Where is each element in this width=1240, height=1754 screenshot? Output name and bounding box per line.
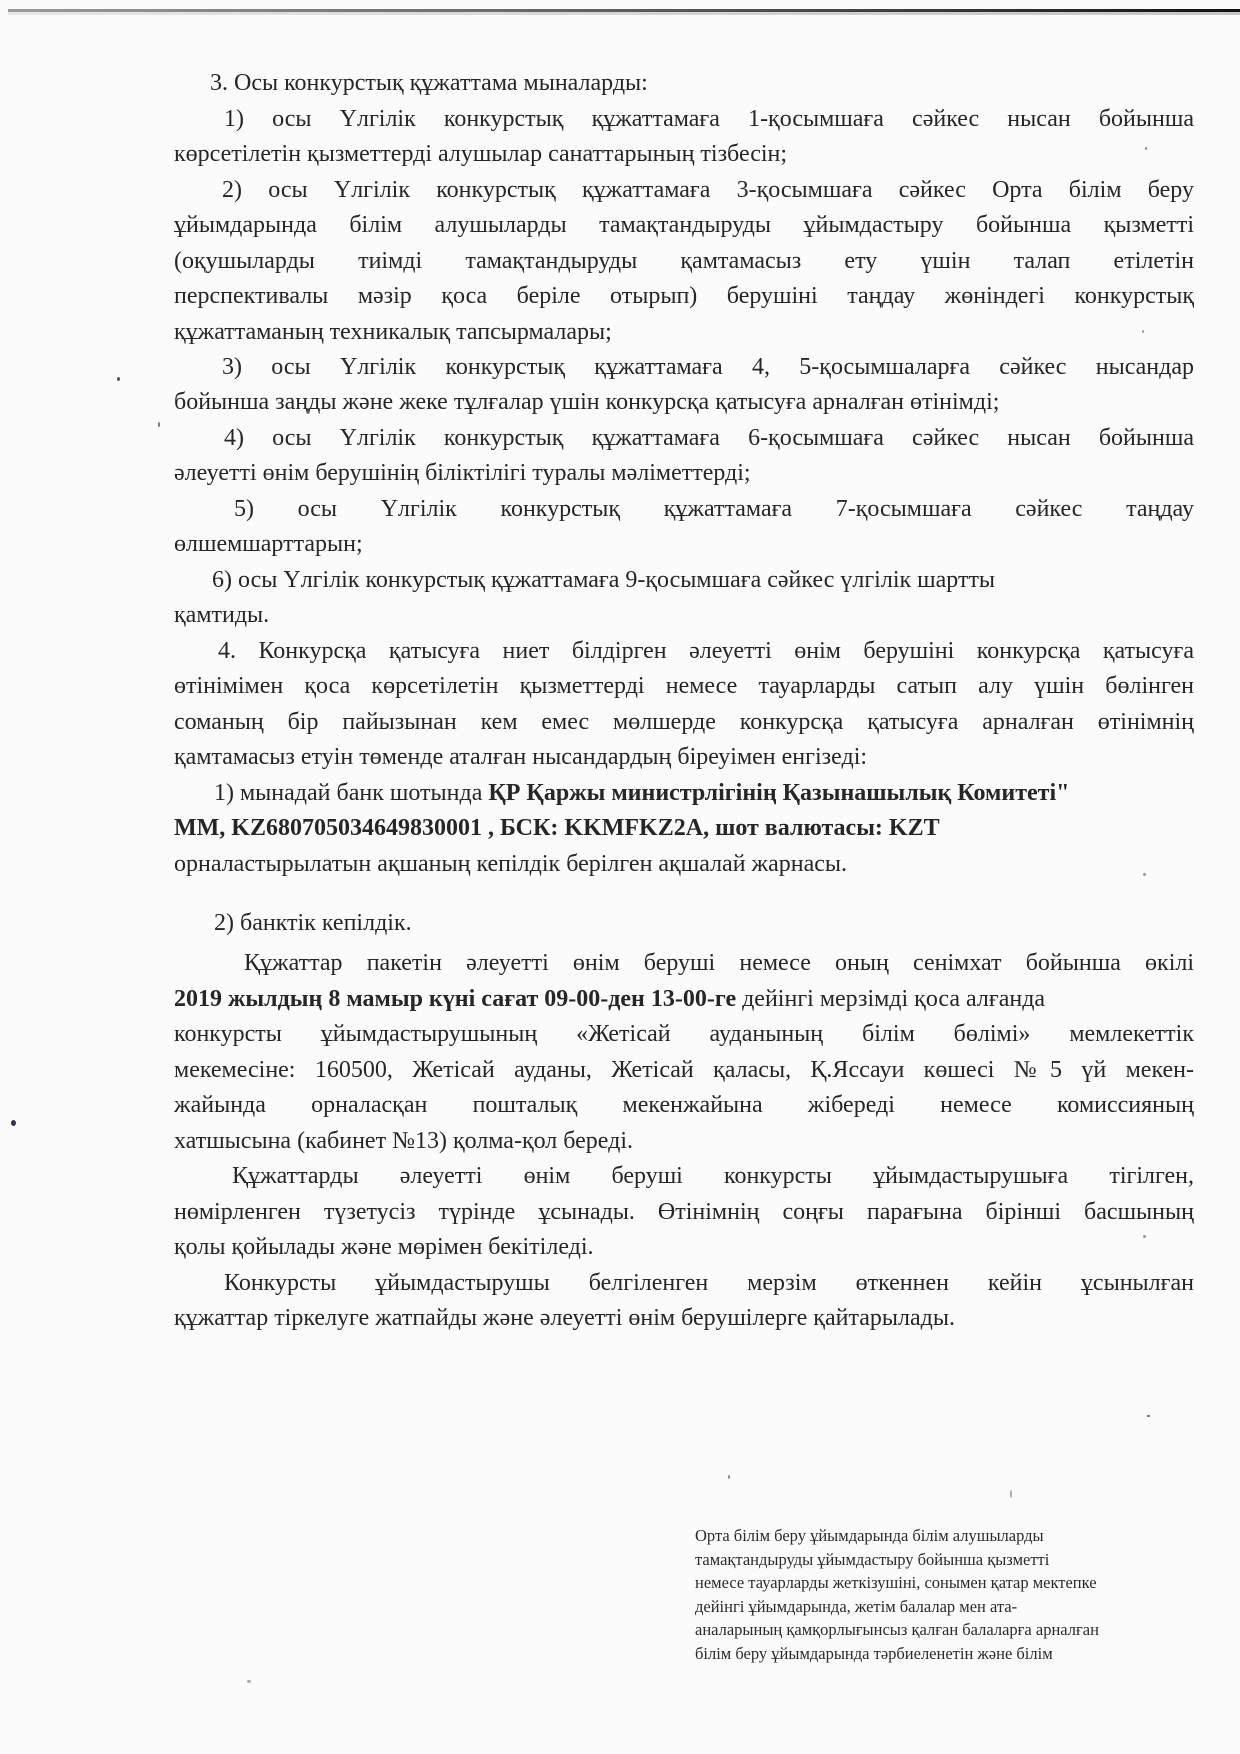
appendix-caption-line5: аналарының қамқорлығынсыз қалған балаларға арналған xyxy=(695,1620,1099,1639)
late-line2: құжаттар тіркелуге жатпайды және әлеуетті өнім берушілерге қайтарылады. xyxy=(174,1305,955,1331)
section3-heading: 3. Осы конкурстық құжаттама мыналарды: xyxy=(210,70,648,96)
delivery-line2-rest: дейінгі мерзімді қоса алғанда xyxy=(736,986,1046,1012)
option1-bank-name: ҚР Қаржы министрлігінің Қазынашылық Комитеті" xyxy=(488,780,1070,806)
binding-line2: нөмірленген түзетусіз түрінде ұсынады. Өтінімнің соңғы парағына бірінші басшының xyxy=(174,1199,1194,1225)
delivery-line2 xyxy=(174,984,1045,1014)
section3-item2-line3: (оқушыларды тиімді тамақтандыруды қамтамасыз ету үшін талап етілетін xyxy=(174,248,1194,274)
section4-line2: өтінімімен қоса көрсетілетін қызметтерді немесе тауарларды сатып алу үшін бөлінген xyxy=(174,673,1194,699)
binding-line3: қолы қойылады және мөрімен бекітіледі. xyxy=(174,1234,594,1260)
delivery-line4: мекемесіне: 160500, Жетісай ауданы, Жетісай қаласы, Қ.Яссауи көшесі №5 үй мекен- xyxy=(174,1057,1194,1083)
section4-line4: қамтамасыз етуін төменде аталған нысандардың біреуімен енгізеді: xyxy=(174,744,868,770)
section3-item2-line4: перспективалы мәзір қоса беріле отырып) берушіні таңдау жөніндегі конкурстық xyxy=(174,283,1194,309)
section3-item1-line1: 1) осы Үлгілік конкурстық құжаттамаға 1-қосымшаға сәйкес нысан бойынша xyxy=(224,106,1194,132)
section3-item5-line2: өлшемшарттарын; xyxy=(174,531,363,557)
delivery-deadline: 2019 жылдың 8 мамыр күні сағат 09-00-ден 13-00-ге xyxy=(174,986,737,1012)
section3-item3-line1: 3) осы Үлгілік конкурстық құжаттамаға 4, 5-қосымшаларға сәйкес нысандар xyxy=(222,354,1194,380)
appendix-caption-line1: Орта білім беру ұйымдарында білім алушыларды xyxy=(695,1526,1044,1545)
section3-item6-line1: 6) осы Үлгілік конкурстық құжаттамаға 9-қосымшаға сәйкес үлгілік шартты xyxy=(212,567,996,593)
section3-item2-line2: ұйымдарында білім алушыларды тамақтандыруды ұйымдастыру бойынша қызметті xyxy=(174,212,1194,238)
scan-speck xyxy=(1147,1415,1150,1417)
delivery-line3: конкурсты ұйымдастырушының «Жетісай ауданының білім бөлімі» мемлекеттік xyxy=(174,1021,1194,1047)
scan-top-edge-shadow xyxy=(8,12,1240,15)
appendix-caption-line6: білім беру ұйымдарында тәрбиеленетін және білім xyxy=(695,1643,1053,1663)
section3-item2-line1: 2) осы Үлгілік конкурстық құжаттамаға 3-қосымшаға сәйкес Орта білім беру xyxy=(222,177,1194,203)
scan-speck xyxy=(11,1120,16,1126)
delivery-line6: хатшысына (кабинет №13) қолма-қол береді. xyxy=(174,1128,634,1154)
scan-speck xyxy=(247,1680,251,1683)
delivery-line5: жайында орналасқан пошталық мекенжайына жібереді немесе комиссияның xyxy=(174,1092,1194,1118)
scan-speck xyxy=(1145,147,1147,150)
section4-option1-bank-details: ММ, KZ680705034649830001 , БСК: KKMFKZ2A, шот валютасы: KZT xyxy=(174,815,940,841)
option1-prefix: 1) мынадай банк шотында xyxy=(214,780,489,806)
appendix-caption-line3: немесе тауарларды жеткізушіні, сонымен қатар мектепке xyxy=(695,1573,1097,1592)
scan-speck xyxy=(1143,1235,1146,1238)
section3-item1-line2: көрсетілетін қызметтерді алушылар санаттарының тізбесін; xyxy=(174,141,788,167)
scan-speck xyxy=(158,422,160,427)
section3-item6-line2: қамтиды. xyxy=(174,602,270,628)
late-line1: Конкурсты ұйымдастырушы белгіленген мерзім өткеннен кейін ұсынылған xyxy=(224,1270,1194,1296)
section4-option1-line3: орналастырылатын ақшаның кепілдік берілген ақшалай жарнасы. xyxy=(174,851,848,877)
appendix-caption xyxy=(695,1524,1165,1665)
section3-item4-line2: әлеуетті өнім берушінің біліктілігі туралы мәліметтерді; xyxy=(174,460,751,486)
section4-option1-line1 xyxy=(214,778,1069,808)
scan-speck xyxy=(728,1475,730,1479)
appendix-caption-line2: тамақтандыруды ұйымдастыру бойынша қызметті xyxy=(695,1549,1050,1569)
section4-line1: 4. Конкурсқа қатысуға ниет білдірген әлеуетті өнім берушіні конкурсқа қатысуға xyxy=(218,638,1194,664)
section4-option2: 2) банктік кепілдік. xyxy=(214,910,412,936)
appendix-caption-line4: дейінгі ұйымдарында, жетім балалар мен ата- xyxy=(695,1596,1018,1616)
section3-item2-line5: құжаттаманың техникалық тапсырмалары; xyxy=(174,319,612,345)
scan-speck xyxy=(117,377,120,381)
section3-item3-line2: бойынша заңды және жеке тұлғалар үшін конкурсқа қатысуға арналған өтінімді; xyxy=(174,389,1000,415)
section4-line3: соманың бір пайызынан кем емес мөлшерде конкурсқа қатысуға арналған өтінімнің xyxy=(174,709,1194,735)
scan-speck xyxy=(1010,1490,1012,1498)
section3-item5-line1: 5) осы Үлгілік конкурстық құжаттамаға 7-қосымшаға сәйкес таңдау xyxy=(234,496,1194,522)
scan-speck xyxy=(1143,873,1146,876)
binding-line1: Құжаттарды әлеуетті өнім беруші конкурсты ұйымдастырушыға тігілген, xyxy=(232,1163,1194,1189)
scan-speck xyxy=(1142,330,1144,333)
delivery-line1: Құжаттар пакетін әлеуетті өнім беруші немесе оның сенімхат бойынша өкілі xyxy=(244,950,1194,976)
section3-item4-line1: 4) осы Үлгілік конкурстық құжаттамаға 6-қосымшаға сәйкес нысан бойынша xyxy=(224,425,1194,451)
